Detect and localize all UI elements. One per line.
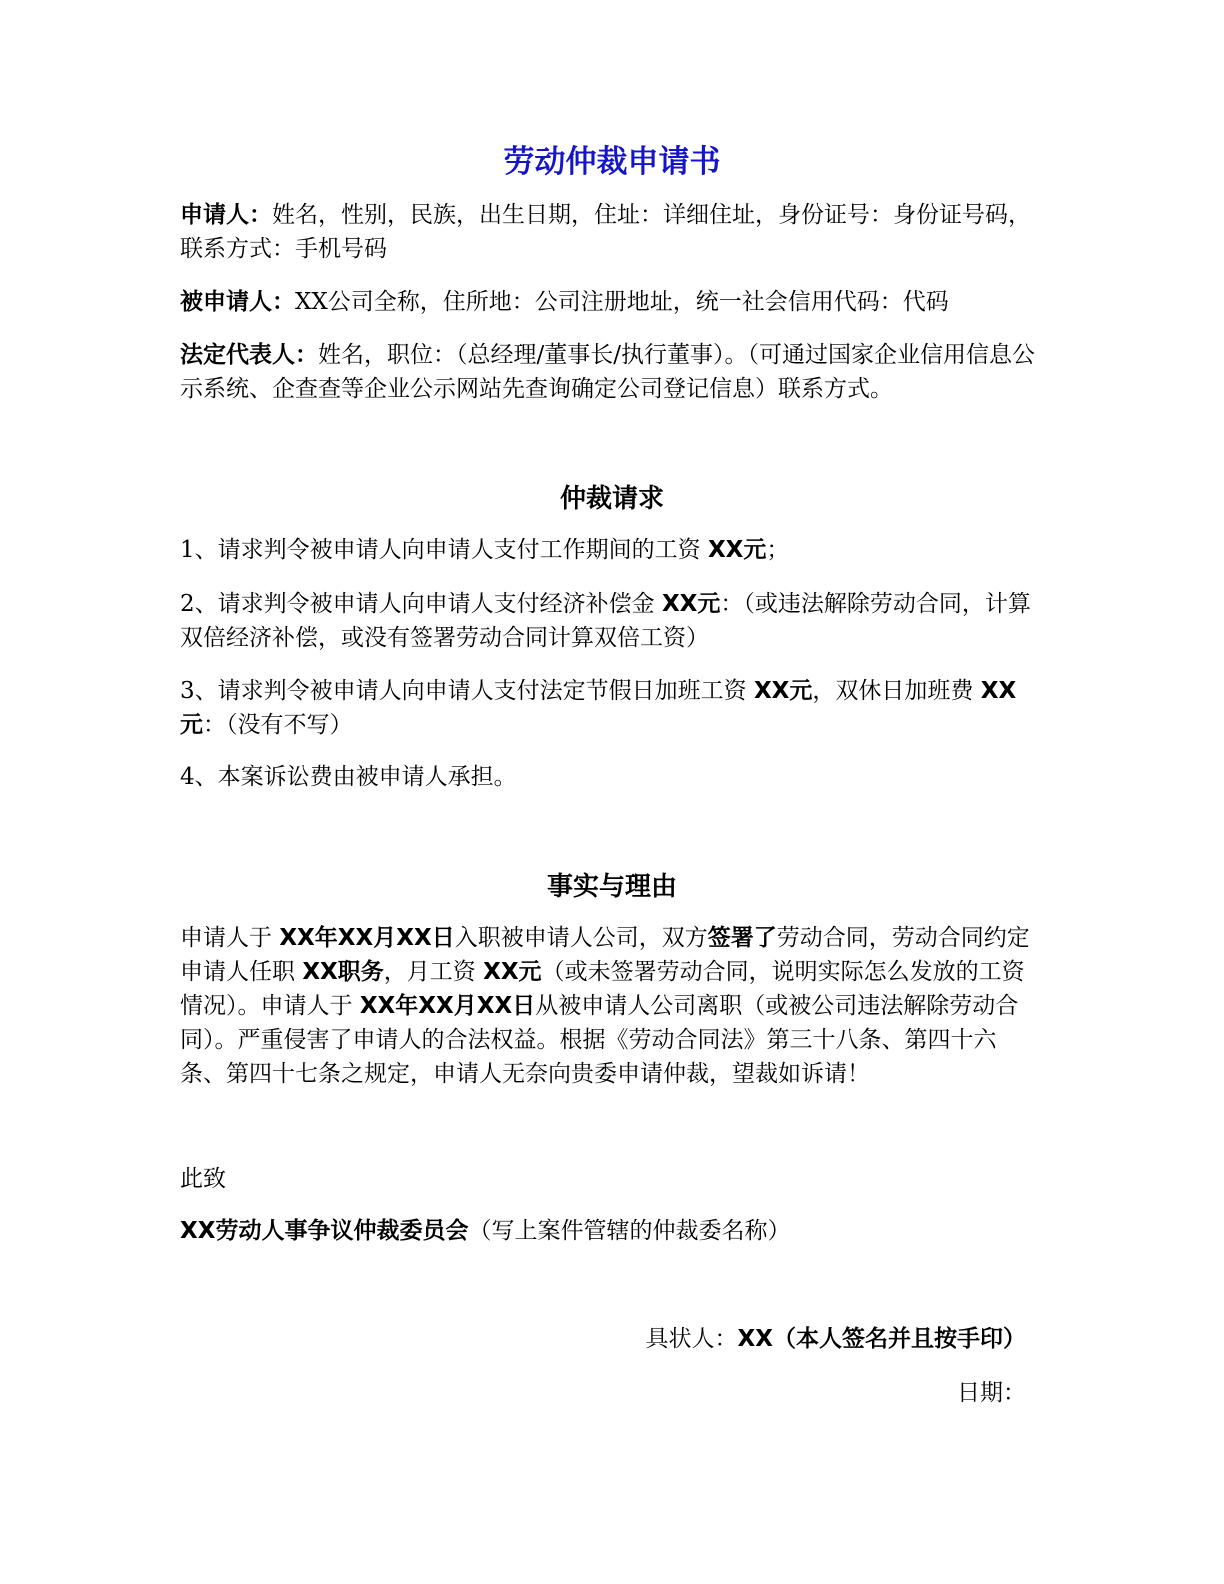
signer-value: XX（本人签名并且按手印） <box>737 1326 1026 1352</box>
applicant-text: 姓名，性别，民族，出生日期，住址：详细住址，身份证号：身份证号码，联系方式：手机号码 <box>180 202 1031 262</box>
signed-emphasis: 签署了 <box>707 925 777 951</box>
claim-item <box>180 674 1040 742</box>
document-title: 劳动仲裁申请书 <box>503 144 721 180</box>
facts-text: 从被申请人公司离职（或被公司违法解除劳动合同）。严重侵害了申请人的合法权益。根据《劳动合同法》第三十八条、第四十六条、第四十七条之规定，申请人无奈向贵委申请仲裁，望裁如诉请！ <box>180 993 1019 1087</box>
closing-text: 此致 <box>180 1166 226 1192</box>
respondent-paragraph <box>180 285 1040 319</box>
salary-placeholder: XX元 <box>483 959 542 985</box>
committee-name: XX劳动人事争议仲裁委员会 <box>180 1218 469 1244</box>
facts-text: 申请人于 <box>180 925 280 951</box>
claim-3-text: 3、请求判令被申请人向申请人支付法定节假日加班工资 <box>180 678 754 704</box>
legal-rep-label: 法定代表人： <box>180 342 318 368</box>
claim-2-text: 2、请求判令被申请人向申请人支付经济补偿金 <box>180 591 662 617</box>
legal-rep-paragraph <box>180 338 1040 406</box>
entry-date: XX年XX月XX日 <box>279 925 455 951</box>
legal-rep-text: 姓名，职位：（总经理/董事长/执行董事）。（可通过国家企业信用信息公示系统、企查查等企业公示网站先查询确定公司登记信息）联系方式。 <box>180 342 1035 402</box>
applicant-label: 申请人： <box>180 202 272 228</box>
claim-item <box>180 587 1040 655</box>
respondent-text: XX公司全称，住所地：公司注册地址，统一社会信用代码：代码 <box>295 289 949 315</box>
claim-3-note: ：（没有不写） <box>203 712 353 738</box>
leave-date: XX年XX月XX日 <box>359 993 536 1019</box>
claim-2-amount: XX元 <box>661 591 721 617</box>
facts-heading: 事实与理由 <box>546 872 677 902</box>
claim-1-text: 1、请求判令被申请人向申请人支付工作期间的工资 <box>180 537 708 563</box>
facts-text: ，月工资 <box>383 959 484 985</box>
date-line: 日期： <box>957 1380 1026 1406</box>
claims-heading: 仲裁请求 <box>559 484 664 514</box>
facts-text: 劳动合同，劳动合同约定申请人任职 <box>180 925 1030 985</box>
applicant-paragraph <box>180 198 1040 266</box>
signer-line <box>646 1322 1026 1356</box>
claim-1-amount: XX元 <box>707 537 767 563</box>
signer-label: 具状人： <box>645 1326 738 1352</box>
committee-note: （写上案件管辖的仲裁委名称） <box>468 1218 791 1244</box>
claim-3-amount: XX元 <box>753 678 813 704</box>
claim-3-weekend-amount: XX元 <box>180 678 1017 738</box>
claim-item <box>180 533 1040 567</box>
facts-paragraph <box>180 921 1040 1091</box>
claim-item <box>180 760 1040 794</box>
facts-text: 入职被申请人公司，双方 <box>454 925 708 951</box>
facts-text: （或未签署劳动合同，说明实际怎么发放的工资情况）。申请人于 <box>180 959 1025 1019</box>
position-placeholder: XX职务 <box>302 959 384 985</box>
claim-2-note: ：（或违法解除劳动合同，计算双倍经济补偿，或没有签署劳动合同计算双倍工资） <box>180 591 1031 651</box>
claim-1-end: ； <box>766 537 790 563</box>
claim-4-text: 4、本案诉讼费由被申请人承担。 <box>180 764 517 790</box>
claim-3-weekend: ，双休日加班费 <box>812 678 981 704</box>
committee-line <box>180 1214 1040 1248</box>
respondent-label: 被申请人： <box>180 289 295 315</box>
